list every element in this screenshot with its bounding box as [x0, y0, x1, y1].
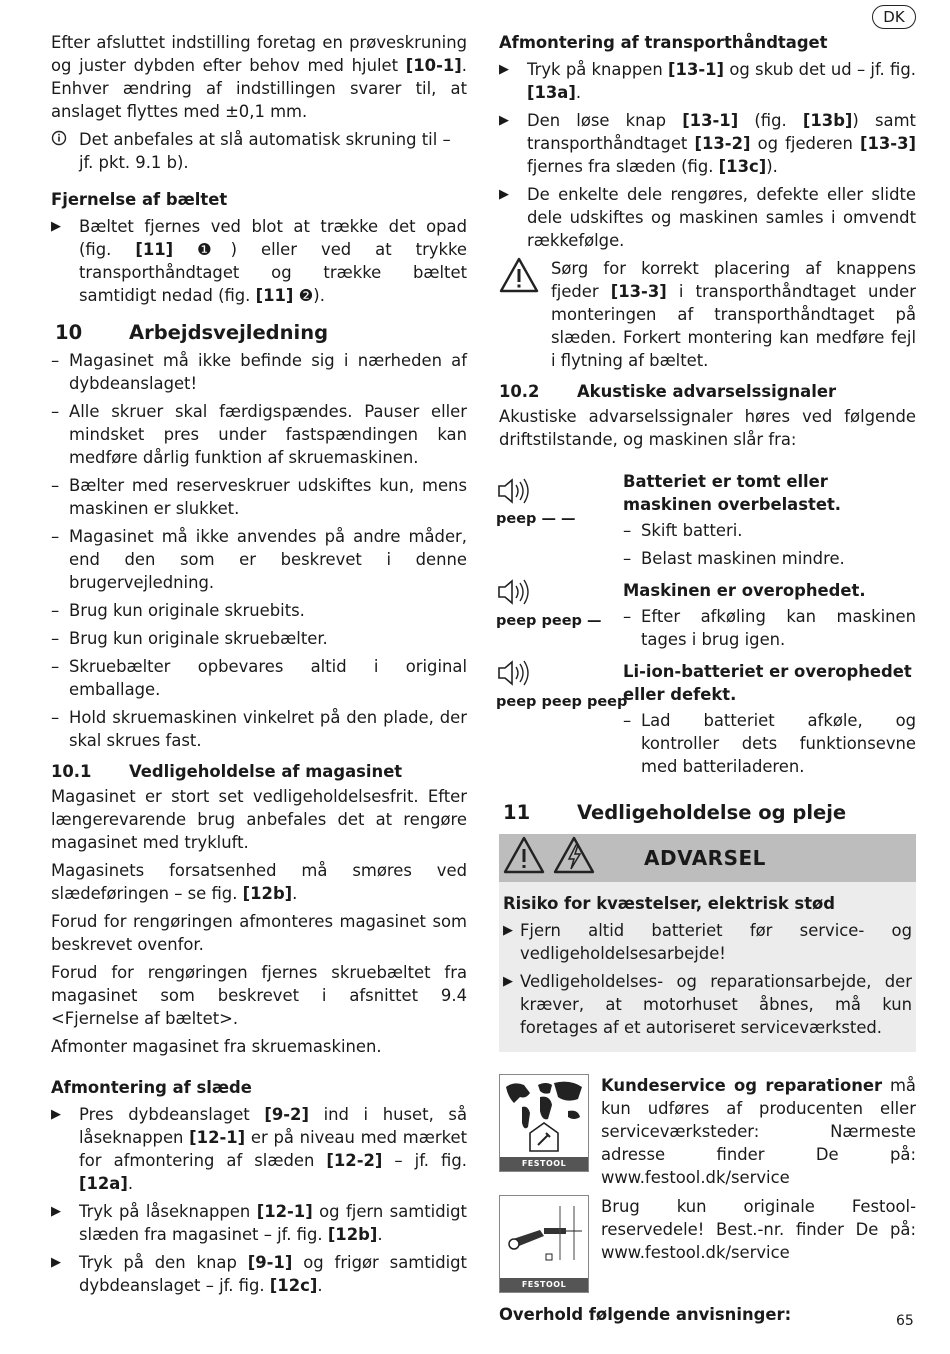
list-item: – Hold skruemaskinen vinkelret på den plade, der skal skrues fast.	[51, 708, 467, 750]
list-item: – Magasinet må ikke befinde sig i nærheden af dybdeanslaget!	[51, 351, 467, 393]
signal-title: Batteriet er tomt eller maskinen overbelastet.	[623, 472, 842, 514]
follow-heading: Overhold følgende anvisninger:	[499, 1305, 792, 1324]
service-block	[499, 1074, 916, 1189]
section-title: Vedligeholdelse af magasinet	[129, 762, 403, 781]
list-item: – Magasinet må ikke anvendes på andre måder, end den som er beskrevet i denne brugervejledning.	[51, 527, 467, 592]
paragraph: Forud for rengøringen fjernes skruebæltet fra magasinet som beskrevet i afsnittet 9.4 <Fjernelse af bæltet>.	[51, 963, 467, 1028]
speaker-icon	[497, 658, 531, 694]
speaker-icon	[497, 577, 531, 613]
spare-parts-image	[499, 1195, 589, 1293]
warning-triangle-icon	[499, 257, 551, 372]
section-title: Vedligeholdelse og pleje	[577, 801, 847, 824]
warning-box-title: ADVARSEL	[644, 845, 766, 870]
section-number: 10	[55, 321, 83, 344]
paragraph: Magasinet er stort set vedligeholdelsesfrit. Efter længerevarende brug anbefales det at rengøre magasinet med trykluft.	[51, 787, 467, 852]
list-item: – Skift batteri.	[623, 521, 743, 540]
section-11-heading	[499, 801, 916, 824]
belt-text: Bæltet fjernes ved blot at trække det opad (fig. [11] ❶) eller ved at trykke transporthåndtaget og trække bæltet samtidigt nedad (fig. [11] ❷).	[79, 217, 467, 305]
paragraph: Magasinets forsatsenhed må smøres ved slædeføringen – se fig. [12b].	[51, 861, 467, 903]
signal-title: Maskinen er overophedet.	[623, 581, 866, 600]
brand-label: FESTOOL	[500, 1278, 588, 1292]
warning-triangle-icon	[503, 836, 545, 880]
list-item: – Brug kun originale skruebælter.	[51, 629, 328, 648]
belt-heading: Fjernelse af bæltet	[51, 190, 228, 209]
warning-text: Sørg for korrekt placering af knappens fjeder [13-3] i transporthåndtaget under monteringen af transporthåndtaget på slæden. Forkert montering kan medføre fejl i flytning af bæltet.	[551, 259, 916, 370]
arrow-right-icon: ▶	[51, 1255, 61, 1270]
arrow-right-icon: ▶	[499, 187, 509, 202]
warning-note	[499, 257, 916, 372]
service-text: Kundeservice og reparationer må kun udføres af producenten eller serviceværksteder: Nærmeste adresse finder De på: www.festool.dk/service	[601, 1076, 916, 1187]
section-10-2-heading	[499, 380, 916, 403]
list-item: ▶ Den løse knap [13-1] (fig. [13b]) samt transporthåndtaget [13-2] og fjederen [13-3] fjernes fra slæden (fig. [13c]).	[499, 111, 916, 176]
risk-heading: Risiko for kvæstelser, elektrisk stød	[503, 894, 836, 913]
right-column	[496, 31, 916, 1330]
list-item: – Skruebælter opbevares altid i original emballage.	[51, 657, 467, 699]
arrow-right-icon: ▶	[51, 1204, 61, 1219]
warning-box-header	[499, 834, 916, 882]
signal-title: Li-ion-batteriet er overophedet eller defekt.	[623, 662, 912, 704]
arrow-right-icon: ▶	[51, 219, 61, 234]
paragraph: Afmonter magasinet fra skruemaskinen.	[51, 1037, 382, 1056]
tip-text: Det anbefales at slå automatisk skruning til – jf. pkt. 9.1 b).	[79, 130, 451, 172]
world-map-service-image	[499, 1074, 589, 1172]
signal-label: peep peep —	[496, 613, 602, 629]
electric-hazard-icon	[553, 836, 595, 880]
signal-label: peep — —	[496, 511, 576, 527]
tip-note	[51, 128, 467, 174]
intro-paragraph: Efter afsluttet indstilling foretag en prøveskruning og juster dybden efter behov med hjulet [10-1]. Enhver ændring af indstillingen svarer til, at anslaget flyttes med ±0,1 mm.	[51, 33, 467, 121]
list-item: – Efter afkøling kan maskinen tages i brug igen.	[623, 607, 916, 649]
list-item: ▶ Tryk på knappen [13-1] og skub det ud – jf. fig. [13a].	[499, 60, 916, 102]
section-number: 10.2	[499, 382, 540, 401]
list-item: ▶ Fjern altid batteriet før service- og vedligeholdelsesarbejde!	[503, 921, 912, 963]
warning-box	[499, 834, 916, 1052]
handle-heading: Afmontering af transporthåndtaget	[499, 33, 828, 52]
signal-row	[496, 660, 916, 783]
list-item: ▶ De enkelte dele rengøres, defekte eller slidte dele udskiftes og maskinen samles i omvendt rækkefølge.	[499, 185, 916, 250]
list-item: – Belast maskinen mindre.	[623, 549, 845, 568]
belt-item	[51, 215, 467, 307]
left-column	[51, 31, 467, 1302]
arrow-right-icon: ▶	[499, 62, 509, 77]
speaker-icon	[497, 476, 531, 512]
signal-row	[496, 470, 916, 575]
list-item: – Bælter med reserveskruer udskiftes kun, mens maskinen er slukket.	[51, 476, 467, 518]
info-icon	[51, 128, 79, 174]
list-item: – Brug kun originale skruebits.	[51, 601, 305, 620]
paragraph: Akustiske advarselssignaler høres ved følgende driftstilstande, og maskinen slår fra:	[499, 407, 916, 449]
spare-parts-text: Brug kun originale Festool-reservedele! Best.-nr. finder De på: www.festool.dk/service	[601, 1197, 916, 1262]
list-item: ▶ Pres dybdeanslaget [9-2] ind i huset, så låseknappen [12-1] er på niveau med mærket for afmontering af slæden [12-2] – jf. fig. [12a].	[51, 1105, 467, 1193]
signal-row	[496, 579, 916, 656]
section-10-1-heading	[51, 760, 467, 783]
language-badge: DK	[872, 5, 916, 29]
page-number: 65	[896, 1313, 914, 1329]
signal-label: peep peep peep	[496, 694, 628, 710]
section-number: 11	[503, 801, 531, 824]
list-item: – Alle skruer skal færdigspændes. Pauser eller mindsket pres under fastspændingen kan medføre dårlig funktion af skruemaskinen.	[51, 402, 467, 467]
slide-heading: Afmontering af slæde	[51, 1078, 252, 1097]
arrow-right-icon: ▶	[503, 974, 513, 989]
section-10-heading	[51, 321, 467, 344]
paragraph: Forud for rengøringen afmonteres magasinet som beskrevet ovenfor.	[51, 912, 467, 954]
arrow-right-icon: ▶	[499, 113, 509, 128]
list-item: ▶ Tryk på den knap [9-1] og frigør samtidigt dybdeanslaget – jf. fig. [12c].	[51, 1253, 467, 1295]
brand-label: FESTOOL	[500, 1157, 588, 1171]
spare-parts-block	[499, 1195, 916, 1293]
section-title: Akustiske advarselssignaler	[577, 382, 837, 401]
section-number: 10.1	[51, 762, 92, 781]
arrow-right-icon: ▶	[503, 923, 513, 938]
work-guide-list	[51, 349, 467, 752]
list-item: – Lad batteriet afkøle, og kontroller dets funktionsevne med batteriladeren.	[623, 711, 916, 776]
section-title: Arbejdsvejledning	[129, 321, 329, 344]
list-item: ▶ Tryk på låseknappen [12-1] og fjern samtidigt slæden fra magasinet – jf. fig. [12b].	[51, 1202, 467, 1244]
arrow-right-icon: ▶	[51, 1107, 61, 1122]
list-item: ▶ Vedligeholdelses- og reparationsarbejde, der kræver, at motorhuset åbnes, må kun foretages af et autoriseret serviceværksted.	[503, 972, 912, 1037]
